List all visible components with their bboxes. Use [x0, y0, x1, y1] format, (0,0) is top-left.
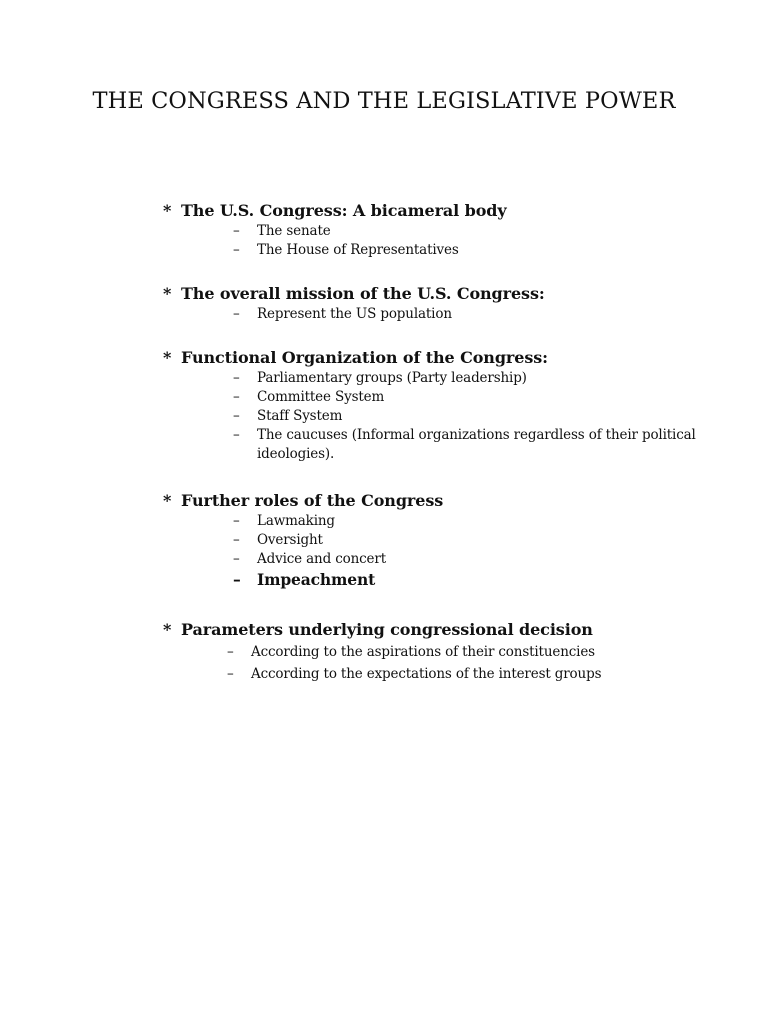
- list-item: [163, 388, 703, 407]
- dash-marker: –: [233, 427, 240, 443]
- list-item: [163, 369, 703, 388]
- dash-marker: –: [233, 513, 240, 529]
- section-heading: [163, 283, 703, 305]
- list-item: [163, 663, 703, 685]
- list-item-text: The senate: [257, 223, 331, 239]
- section-roles: [163, 490, 703, 591]
- dash-marker: –: [233, 551, 240, 567]
- section-heading: [163, 347, 703, 369]
- bullet-star: *: [163, 201, 172, 220]
- item-list: [163, 369, 703, 464]
- item-list: [163, 641, 703, 685]
- section-heading: [163, 619, 703, 641]
- section-bicameral: [163, 200, 703, 260]
- item-list: [163, 512, 703, 591]
- item-list: [163, 222, 703, 260]
- list-item-text: The caucuses (Informal organizations regardless of their political ideologies).: [257, 427, 696, 462]
- page-title: THE CONGRESS AND THE LEGISLATIVE POWER: [92, 88, 676, 114]
- list-item-text: The House of Representatives: [257, 242, 459, 258]
- list-item-text: According to the expectations of the interest groups: [251, 666, 602, 682]
- list-item-text: Committee System: [257, 389, 385, 405]
- list-item-text: Parliamentary groups (Party leadership): [257, 370, 527, 386]
- bullet-star: *: [163, 284, 172, 303]
- dash-marker: –: [233, 242, 240, 258]
- dash-marker: –: [233, 223, 240, 239]
- dash-marker: –: [233, 408, 240, 424]
- dash-marker: –: [227, 644, 234, 660]
- section-heading: [163, 200, 703, 222]
- section-heading: [163, 490, 703, 512]
- list-item: [163, 550, 703, 569]
- section-heading-text: The overall mission of the U.S. Congress:: [181, 284, 545, 303]
- list-item-text: Impeachment: [257, 570, 376, 589]
- list-item-text: Oversight: [257, 532, 323, 548]
- section-organization: [163, 347, 703, 464]
- section-heading-text: Parameters underlying congressional decision: [181, 620, 593, 639]
- list-item: [163, 641, 703, 663]
- list-item-text: Staff System: [257, 408, 343, 424]
- list-item: [163, 569, 703, 591]
- list-item: [163, 426, 703, 464]
- dash-marker: –: [233, 389, 240, 405]
- item-list: [163, 305, 703, 324]
- list-item: [163, 407, 703, 426]
- section-parameters: [163, 619, 703, 685]
- list-item: [163, 512, 703, 531]
- list-item-text: Lawmaking: [257, 513, 335, 529]
- bullet-star: *: [163, 620, 172, 639]
- list-item-text: Advice and concert: [257, 551, 386, 567]
- dash-marker: –: [233, 306, 240, 322]
- dash-marker: –: [227, 666, 234, 682]
- dash-marker: –: [233, 532, 240, 548]
- list-item: [163, 531, 703, 550]
- list-item: [163, 241, 703, 260]
- list-item-text: Represent the US population: [257, 306, 452, 322]
- list-item-text: According to the aspirations of their constituencies: [251, 644, 595, 660]
- bullet-star: *: [163, 348, 172, 367]
- list-item: [163, 222, 703, 241]
- list-item: [163, 305, 703, 324]
- dash-marker: –: [233, 370, 240, 386]
- bullet-star: *: [163, 491, 172, 510]
- section-heading-text: Functional Organization of the Congress:: [181, 348, 548, 367]
- dash-marker: –: [233, 570, 241, 589]
- section-heading-text: The U.S. Congress: A bicameral body: [181, 201, 507, 220]
- section-heading-text: Further roles of the Congress: [181, 491, 444, 510]
- section-mission: [163, 283, 703, 324]
